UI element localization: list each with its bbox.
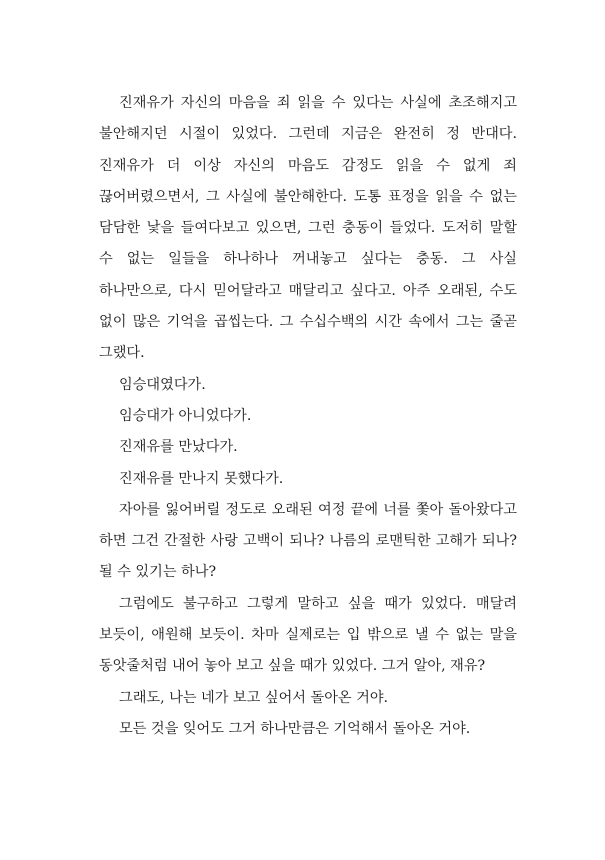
paragraph-7: 그럼에도 불구하고 그렇게 말하고 싶을 때가 있었다. 매달려 보듯이, 애원해 보듯이. 차마 실제로는 입 밖으로 낼 수 없는 말을 동앗줄처럼 내어 놓아 보고 싶을 때가 있었다. 그거 알아, 재유? — [99, 595, 517, 675]
paragraph-9: 모든 것을 잊어도 그거 하나만큼은 기억해서 돌아온 거야. — [119, 720, 471, 737]
body-text — [99, 88, 517, 745]
paragraph-1: 진재유가 자신의 마음을 죄 읽을 수 있다는 사실에 초조해지고 불안해지던 시절이 있었다. 그런데 지금은 완전히 정 반대다. 진재유가 더 이상 자신의 마음도 감정도 읽을 수 없게 죄 끊어버렸으면서, 그 사실에 불안해한다. 도통 표정을 읽을 수 없는 담담한 낯을 들여다보고 있으면, 그런 충동이 들었다. 도저히 말할 수 없는 일들을 하나하나 꺼내놓고 싶다는 충동. 그 사실 하나만으로, 다시 믿어달라고 매달리고 싶다고. 아주 오래된, 수도 없이 많은 기억을 곱씹는다. 그 수십수백의 시간 속에서 그는 줄곧 그랬다. — [99, 95, 517, 362]
paragraph-2: 임승대였다가. — [119, 376, 206, 393]
paragraph-5: 진재유를 만나지 못했다가. — [119, 470, 284, 487]
paragraph-6: 자아를 잃어버릴 정도로 오래된 여정 끝에 너를 쫓아 돌아왔다고 하면 그건 간절한 사랑 고백이 되나? 나름의 로맨틱한 고해가 되나? 될 수 있기는 하나? — [99, 501, 517, 581]
paragraph-8: 그래도, 나는 네가 보고 싶어서 돌아온 거야. — [119, 689, 389, 706]
paragraph-4: 진재유를 만났다가. — [119, 439, 238, 456]
paragraph-3: 임승대가 아니었다가. — [119, 407, 252, 424]
